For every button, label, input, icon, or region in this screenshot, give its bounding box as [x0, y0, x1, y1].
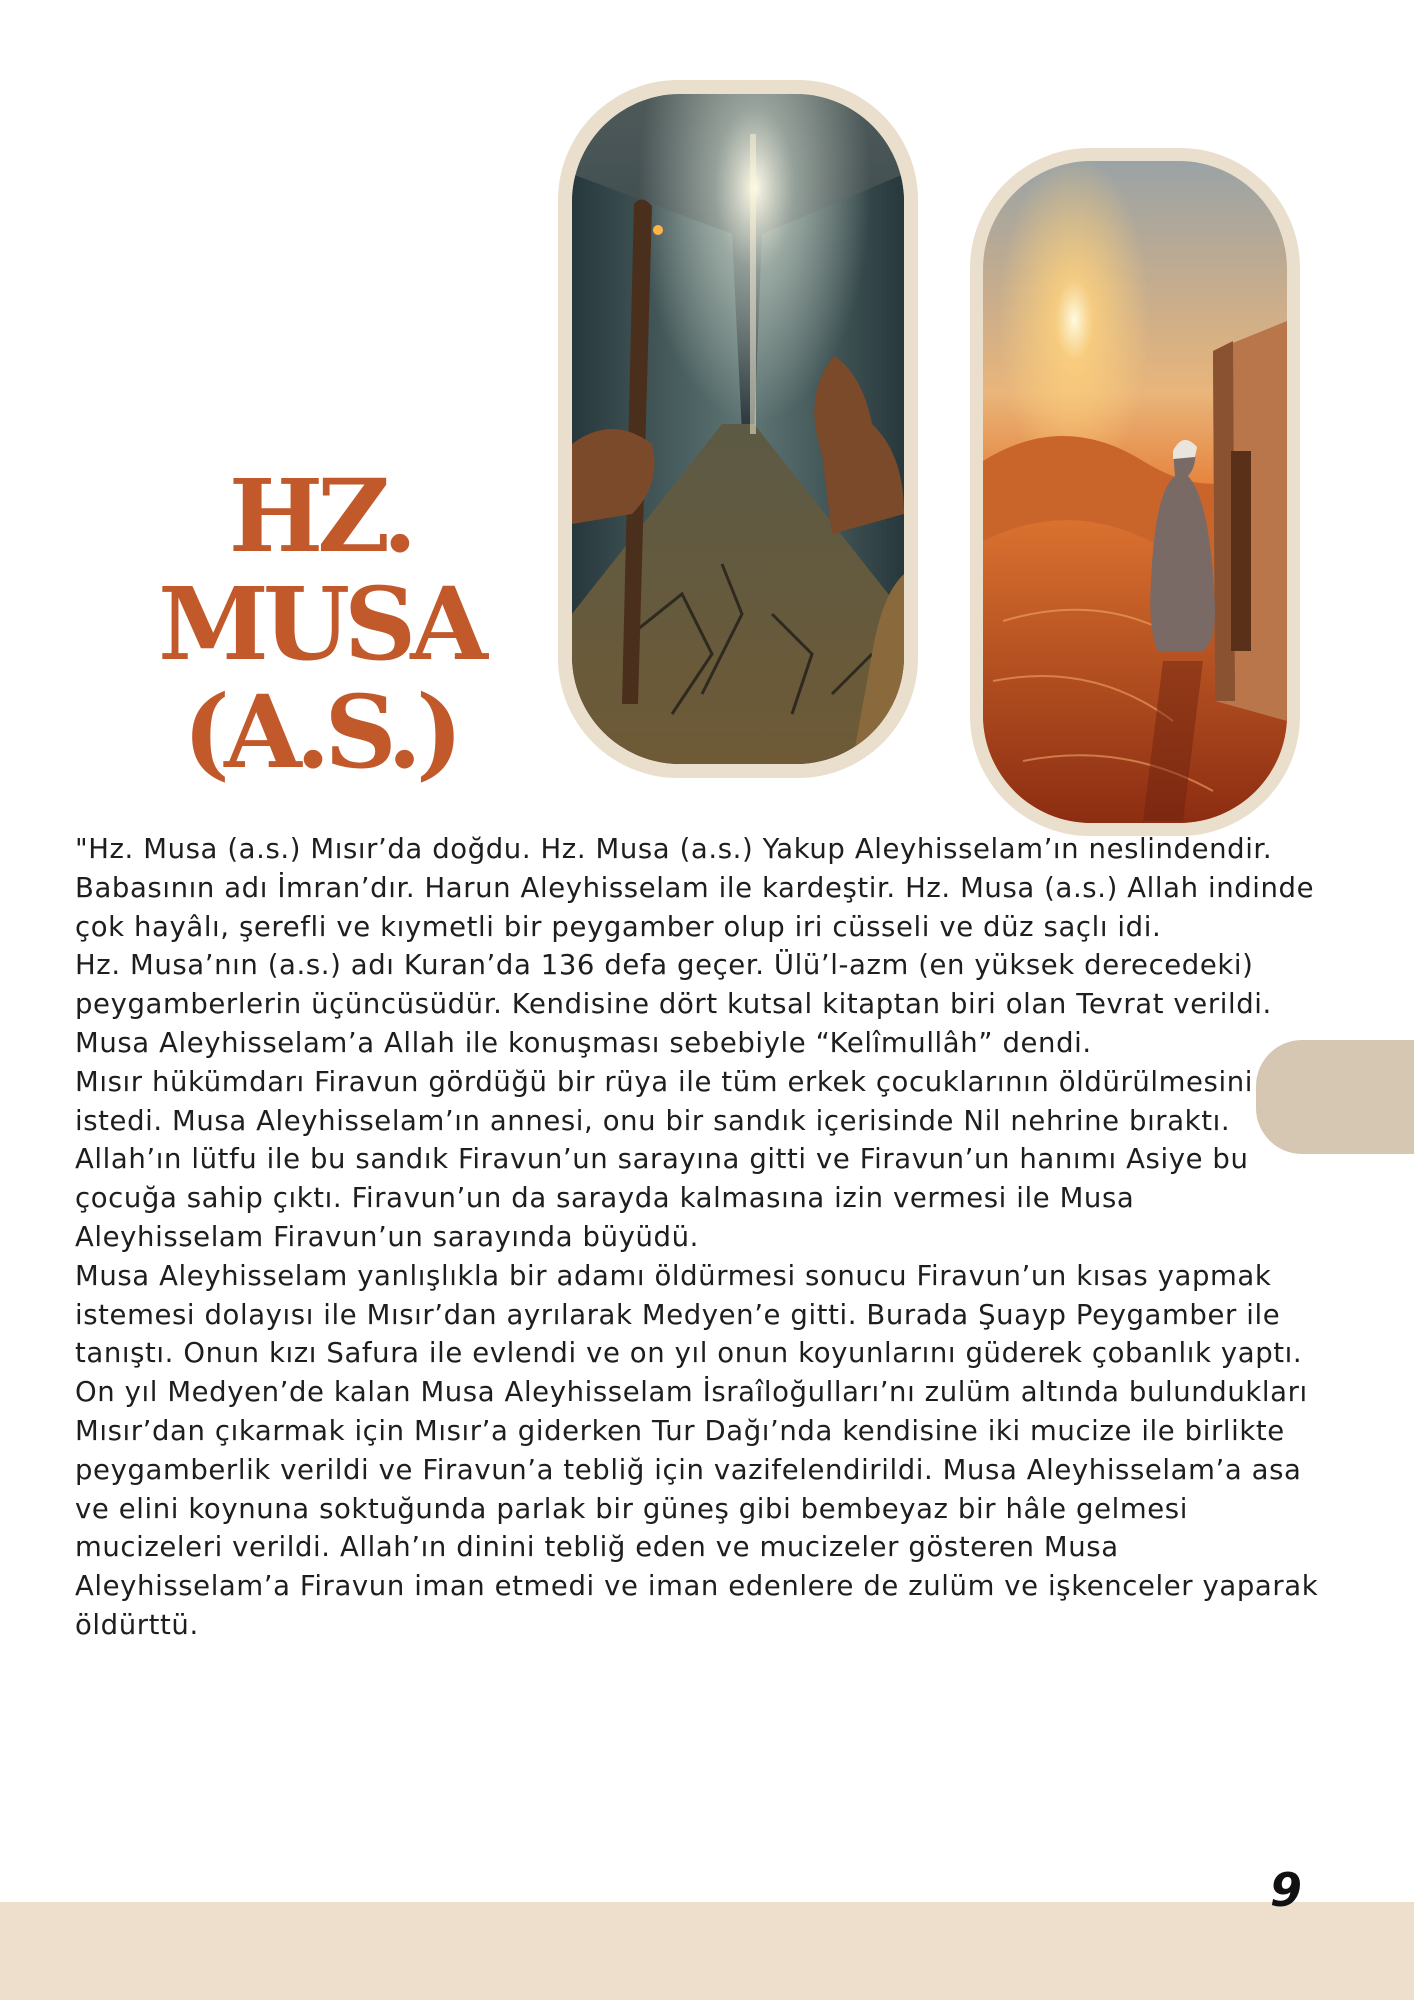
title-line-2: (A.S.): [182, 673, 458, 791]
body-text: [75, 830, 1325, 1645]
paragraph: Musa Aleyhisselam yanlışlıkla bir adamı öldürmesi sonucu Firavun’un kısas yapmak istemesi dolayısı ile Mısır’dan ayrılarak Medyen’e gitti. Burada Şuayp Peygamber ile tanıştı. Onun kızı Safura ile evlendi ve on yıl onun koyunlarını güderek çobanlık yaptı.: [75, 1259, 1303, 1370]
paragraph: Mısır hükümdarı Firavun gördüğü bir rüya ile tüm erkek çocuklarının öldürülmesini istedi. Musa Aleyhisselam’ın annesi, onu bir sandık içerisinde Nil nehrine bıraktı. Allah’ın lütfu ile bu sandık Firavun’un sarayına gitti ve Firavun’un hanımı Asiye bu çocuğa sahip çıktı. Firavun’un da sarayda kalmasına izin vermesi ile Musa Aleyhisselam Firavun’un sarayında büyüdü.: [75, 1065, 1253, 1253]
page-title: [60, 457, 580, 791]
paragraph: Hz. Musa’nın (a.s.) adı Kuran’da 136 defa geçer. Ülü’l-azm (en yüksek derecedeki) peygamberlerin üçüncüsüdür. Kendisine dört kutsal kitaptan biri olan Tevrat verildi. Musa Aleyhisselam’a Allah ile konuşması sebebiyle “Kelîmullâh” dendi.: [75, 949, 1272, 1059]
image-frame-desert: [970, 148, 1300, 836]
page-number: 9: [1269, 1863, 1302, 1917]
title-line-1: HZ. MUSA: [158, 457, 482, 683]
paragraph: On yıl Medyen’de kalan Musa Aleyhisselam İsraîloğulları’nı zulüm altında bulundukları Mısır’dan çıkarmak için Mısır’a giderken Tur Dağı’nda kendisine iki mucize ile birlikte peygamberlik verildi ve Firavun’a tebliğ için vazifelendirildi. Musa Aleyhisselam’a asa ve elini koynuna soktuğunda parlak bir güneş gibi bembeyaz bir hâle gelmesi mucizeleri verildi. Allah’ın dinini tebliğ eden ve mucizeler gösteren Musa Aleyhisselam’a Firavun iman etmedi ve iman edenlere de zulüm ve işkenceler yaparak öldürttü.: [75, 1376, 1319, 1641]
sea-parting-staff-illustration: [572, 94, 904, 764]
image-frame-sea-parting: [558, 80, 918, 778]
paragraph: "Hz. Musa (a.s.) Mısır’da doğdu. Hz. Musa (a.s.) Yakup Aleyhisselam’ın neslindendir. Babasının adı İmran’dır. Harun Aleyhisselam ile kardeştir. Hz. Musa (a.s.) Allah indinde çok hayâlı, şerefli ve kıymetli bir peygamber olup iri cüsseli ve düz saçlı idi.: [75, 833, 1315, 943]
footer-band: [0, 1902, 1414, 2000]
desert-sunset-traveler-illustration: [983, 161, 1287, 823]
